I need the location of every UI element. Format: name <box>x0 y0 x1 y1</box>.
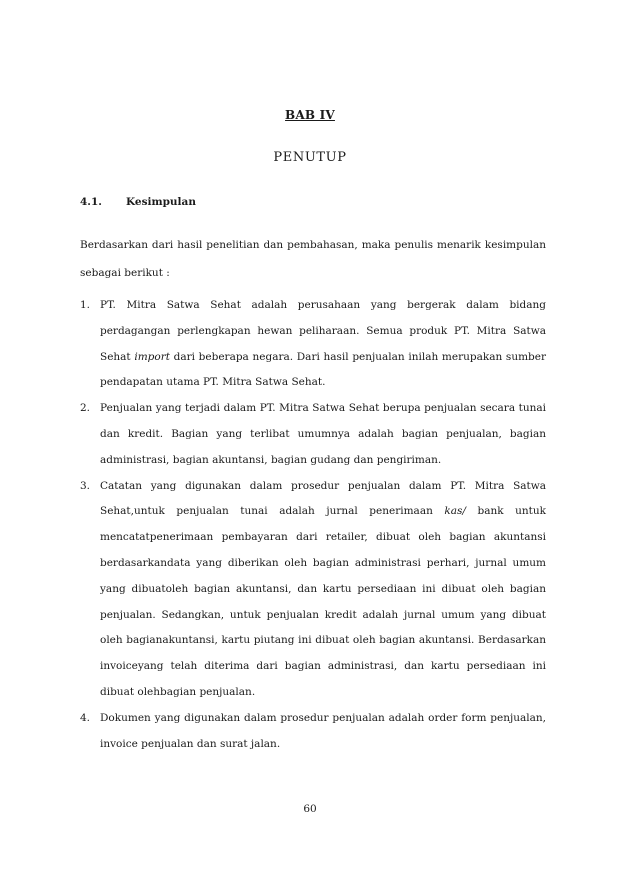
section-title: Kesimpulan <box>126 196 196 208</box>
list-item-number: 1. <box>80 299 91 311</box>
list-item-number: 3. <box>80 479 91 492</box>
list-item-number: 4. <box>80 711 91 724</box>
list-item <box>80 706 546 758</box>
chapter-title: PENUTUP <box>273 150 347 165</box>
list-item-emphasis: import <box>134 350 170 363</box>
conclusion-list <box>80 293 546 757</box>
list-item-text: Catatan yang digunakan dalam prosedur penjualan dalam PT. Mitra Satwa Sehat,untuk penjualan tunai adalah jurnal penerimaan <box>100 479 546 518</box>
list-item-emphasis: kas/ <box>444 505 466 518</box>
list-item <box>80 474 546 706</box>
intro-paragraph: Berdasarkan dari hasil penelitian dan pembahasan, maka penulis menarik kesimpulan sebagai berikut : <box>80 239 546 279</box>
page-number: 60 <box>303 803 317 815</box>
list-item-text: PT. Mitra Satwa Sehat adalah perusahaan yang bergerak dalam bidang perdagangan perlengkapan hewan peliharaan. Semua produk PT. Mitra Satwa Sehat <box>100 299 546 363</box>
list-item-number: 2. <box>80 402 91 415</box>
section-heading <box>80 196 196 208</box>
chapter-label: BAB IV <box>285 108 335 122</box>
list-item <box>80 396 546 473</box>
list-item-text: Dokumen yang digunakan dalam prosedur penjualan adalah order form penjualan, invoice penjualan dan surat jalan. <box>100 711 546 750</box>
list-item-text: Penjualan yang terjadi dalam PT. Mitra Satwa Sehat berupa penjualan secara tunai dan kredit. Bagian yang terlibat umumnya adalah bagian penjualan, bagian administrasi, bagian akuntansi, bagian gudang dan pengiriman. <box>100 402 546 466</box>
list-item-text-rest: bank untuk mencatatpenerimaan pembayaran dari retailer, dibuat oleh bagian akuntansi berdasarkandata yang diberikan oleh bagian administrasi perhari, jurnal umum yang dibuatoleh bagian akuntansi, dan kartu persediaan ini dibuat oleh bagian penjualan. Sedangkan, untuk penjualan kredit adalah jurnal umum yang dibuat oleh bagianakuntansi, kartu piutang ini dibuat oleh bagian akuntansi. Berdasarkan invoiceyang telah diterima dari bagian administrasi, dan kartu persediaan ini dibuat olehbagian penjualan. <box>100 505 547 698</box>
list-item-text-rest: dari beberapa negara. Dari hasil penjualan inilah merupakan sumber pendapatan utama PT. Mitra Satwa Sehat. <box>100 350 546 389</box>
list-item <box>80 293 546 396</box>
section-number: 4.1. <box>80 196 102 208</box>
